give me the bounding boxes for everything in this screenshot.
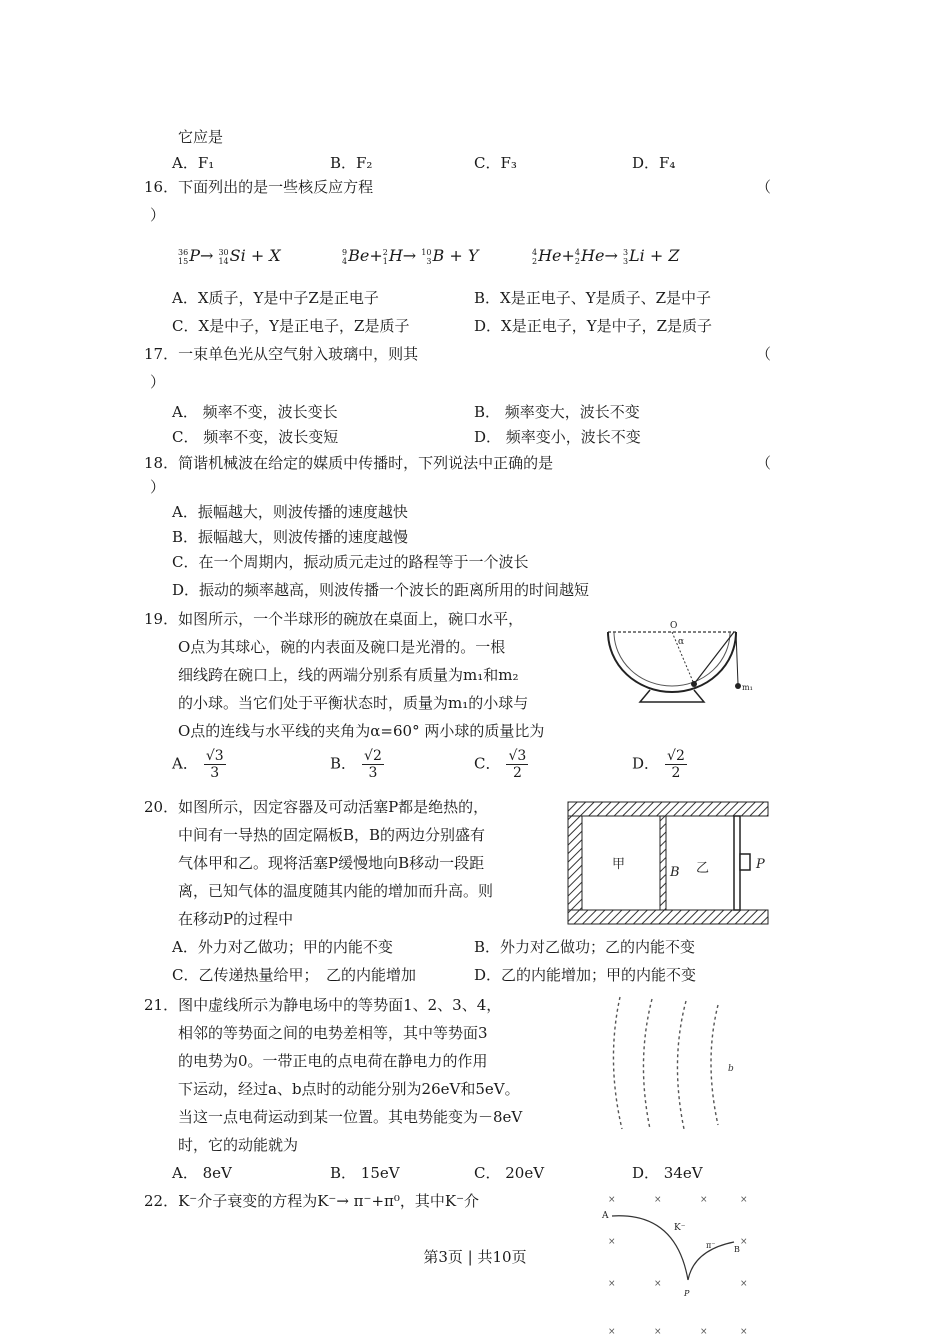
q20-option-a: A．外力对乙做功；甲的内能不变 [172,938,393,956]
q16-equation-2: 9 4 Be+ 2 1 H→ 10 3 B + Y [342,246,479,266]
nucleon-numbers: 10 3 [421,247,432,266]
symbol: He [538,246,562,265]
q16-paren-open: （ [756,178,772,196]
nucleon-numbers: 4 2 [532,247,538,266]
q21-option-b: B． 15eV [330,1164,400,1182]
container-figure [568,802,768,924]
symbol: B [432,246,445,265]
nucleon-numbers: 3 3 [622,247,629,266]
q15-option-a: A．F₁ [172,154,215,172]
q18-paren-close: ） [150,478,166,496]
bowl-figure [600,620,760,710]
q17-paren-close: ） [150,373,166,391]
q19-line-1: 19．如图所示，一个半球形的碗放在桌面上，碗口水平， [144,610,524,628]
nucleon-numbers: 36 15 [178,247,189,266]
q18-option-a: A．振幅越大，则波传播的速度越快 [172,503,408,521]
fig-label-p: P [684,1289,690,1298]
q17-option-d: D． 频率变小，波长不变 [474,428,641,446]
fig-label-pi: π⁻ [706,1241,716,1250]
q19-option-d: D． √ $\frac{2}{2}$ [632,748,687,781]
svg-text:×: × [700,1195,708,1205]
q20-option-d: D．乙的内能增加；甲的内能不变 [474,966,697,984]
q21-option-c: C． 20eV [474,1164,545,1182]
q19-option-b: B． √ $\frac{2}{3}$ [330,748,384,781]
product: + X [250,246,281,265]
svg-text:×: × [608,1237,616,1247]
q19-line-3: 细线跨在碗口上，线的两端分别系有质量为m₁和m₂ [178,666,519,684]
symbol: Si [229,246,246,265]
q21-line-5: 当这一点电荷运动到某一位置。其电势能变为－8eV [178,1108,523,1126]
q20-line-2: 中间有一导热的固定隔板B，B的两边分别盛有 [178,826,486,844]
fig-label-p: P [756,857,765,872]
svg-text:×: × [700,1327,708,1337]
symbol: H [388,246,403,265]
q15-option-c: C．F₃ [474,154,517,172]
svg-text:×: × [654,1279,662,1289]
equipotential-figure [600,995,740,1135]
svg-text:×: × [608,1279,616,1289]
q21-line-3: 的电势为0。一带正电的点电荷在静电力的作用 [178,1052,488,1070]
symbol: Li [629,246,645,265]
q17-option-a: A． 频率不变，波长变长 [172,403,338,421]
svg-text:×: × [654,1327,662,1337]
q19-option-a: A． √ $\frac{3}{3}$ [172,748,226,781]
nucleon-numbers: 30 14 [218,247,229,266]
fig-label-yi: 乙 [696,861,710,876]
fig-label-a: A [602,1211,609,1221]
q21-line-4: 下运动，经过a、b点时的动能分别为26eV和5eV。 [178,1080,520,1098]
fig-label-m: m₁ [742,683,753,692]
svg-text:×: × [740,1237,748,1247]
q20-line-3: 气体甲和乙。现将活塞P缓慢地向B移动一段距 [178,854,485,872]
fig-label-o: O [670,621,678,631]
q15-option-b: B．F₂ [330,154,373,172]
q18-option-c: C．在一个周期内，振动质元走过的路程等于一个波长 [172,553,529,571]
svg-text:×: × [608,1327,616,1337]
fig-label-k: K⁻ [674,1223,686,1233]
svg-text:×: × [740,1327,748,1337]
q21-option-d: D． 34eV [632,1164,703,1182]
q21-line-1: 21．图中虚线所示为静电场中的等势面1、2、3、4， [144,996,502,1014]
q17-option-c: C． 频率不变，波长变短 [172,428,339,446]
q22-stem: 22．K⁻介子衰变的方程为K⁻→ π⁻+π⁰，其中K⁻介 [144,1192,480,1210]
fig-label-b: B [734,1245,740,1254]
nucleon-numbers: 2 1 [382,247,388,266]
page-footer: 第3页 | 共10页 [423,1248,527,1266]
q16-option-c: C．X是中子，Y是正电子，Z是质子 [172,317,410,335]
q21-option-a: A． 8eV [172,1164,232,1182]
symbol: P [189,246,200,265]
q17-option-b: B． 频率变大，波长不变 [474,403,640,421]
q16-option-a: A．X质子，Y是中子Z是正电子 [172,289,379,307]
nucleon-numbers: 4 2 [574,247,581,266]
q18-paren-open: （ [756,454,772,472]
q20-line-4: 离，已知气体的温度随其内能的增加而升高。则 [178,882,494,900]
q16-equation-1: 36 15 P→ 30 14 Si + X [178,246,281,266]
q21-line-2: 相邻的等势面之间的电势差相等，其中等势面3 [178,1024,488,1042]
q19-line-4: 的小球。当它们处于平衡状态时，质量为m₁的小球与 [178,694,529,712]
q18-option-b: B．振幅越大，则波传播的速度越慢 [172,528,409,546]
q16-equation-3: 4 2 He+ 4 2 He→ 3 3 Li + Z [532,246,680,266]
nucleon-numbers: 9 4 [342,247,348,266]
product: + Z [649,246,680,265]
fig-label-alpha: α [678,637,685,647]
q20-option-b: B．外力对乙做功；乙的内能不变 [474,938,696,956]
q16-stem: 16．下面列出的是一些核反应方程 [144,178,374,196]
svg-text:×: × [654,1195,662,1205]
svg-text:×: × [740,1279,748,1289]
q18-option-d: D．振动的频率越高，则波传播一个波长的距离所用的时间越短 [172,581,590,599]
fig-label-jia: 甲 [612,857,626,872]
product: + Y [449,246,479,265]
q16-paren-close: ） [150,206,166,224]
q19-line-2: O点为其球心，碗的内表面及碗口是光滑的。一根 [178,638,506,656]
q17-stem: 17．一束单色光从空气射入玻璃中，则其 [144,345,419,363]
fig-label-b: b [728,1064,734,1074]
q20-line-5: 在移动P的过程中 [178,910,294,928]
q17-paren-open: （ [756,345,772,363]
q20-line-1: 20．如图所示，因定容器及可动活塞P都是绝热的， [144,798,489,816]
q19-line-5: O点的连线与水平线的夹角为α=60° 两小球的质量比为 [178,722,545,740]
fig-label-b: B [670,865,680,880]
svg-text:×: × [608,1195,616,1205]
q16-option-d: D．X是正电子，Y是中子，Z是质子 [474,317,713,335]
q15-stem-tail: 它应是 [178,128,224,146]
q16-option-b: B．X是正电子、Y是质子、Z是中子 [474,289,712,307]
q18-stem: 18．简谐机械波在给定的媒质中传播时，下列说法中正确的是 [144,454,554,472]
q19-option-c: C． √ $\frac{3}{2}$ [474,748,528,781]
symbol: He [581,246,605,265]
svg-text:×: × [740,1195,748,1205]
q21-line-6: 时，它的动能就为 [178,1136,299,1154]
symbol: Be [348,246,370,265]
q20-option-c: C．乙传递热量给甲； 乙的内能增加 [172,966,416,984]
q15-option-d: D．F₄ [632,154,676,172]
